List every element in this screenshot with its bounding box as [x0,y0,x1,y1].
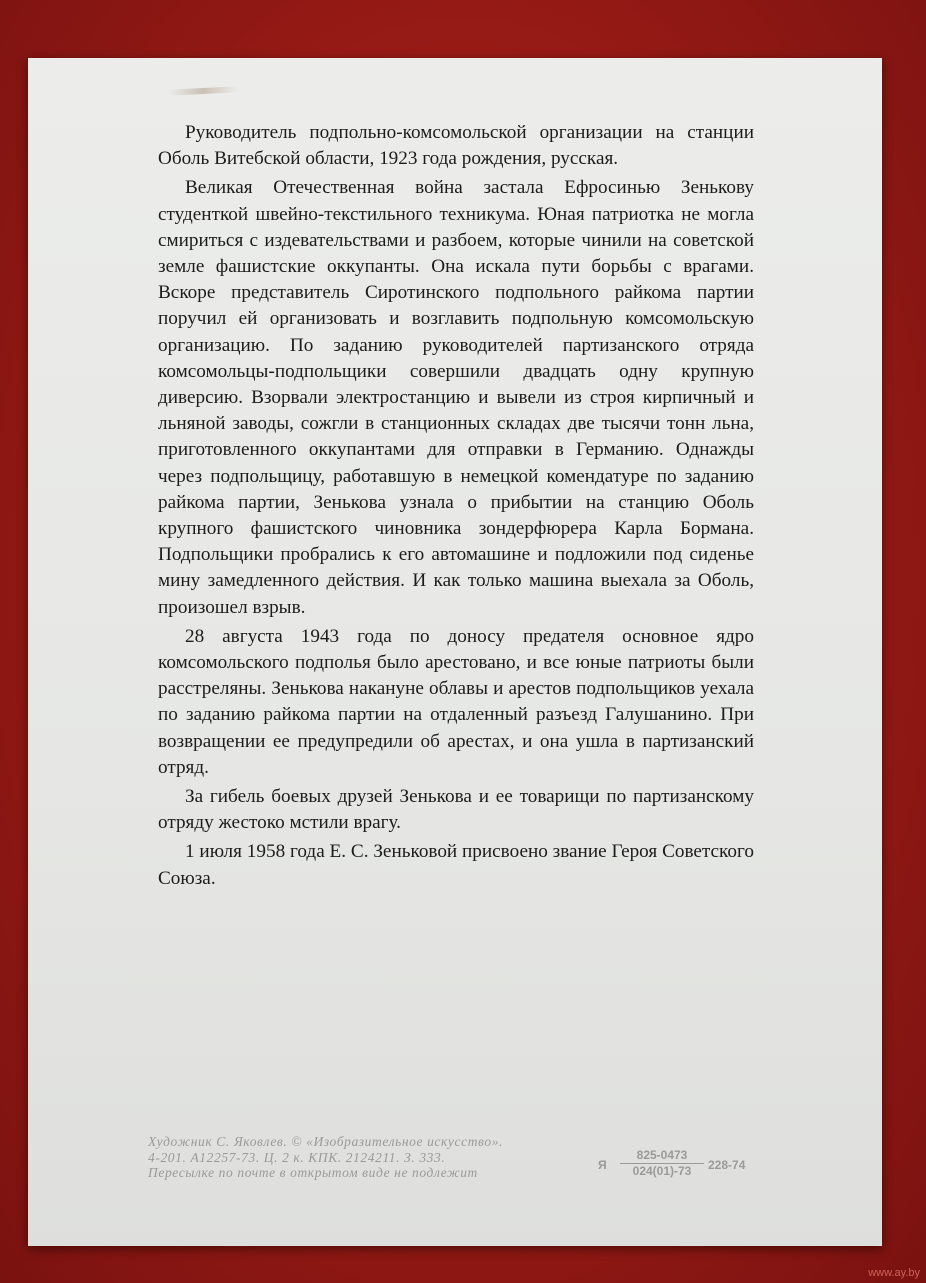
postcard-back [28,58,882,1246]
biography-text [158,120,754,895]
paragraph-intro: Руководитель подпольно-комсомольской организации на станции Оболь Витебской области, 1923 года рождения, русская. [158,122,754,170]
paragraph-award: 1 июля 1958 года Е. С. Зеньковой присвоено звание Героя Советского Союза. [158,841,754,889]
code-denominator: 024(01)-73 [632,1164,692,1178]
code-letter: Я [598,1158,607,1172]
paragraph-war: Великая Отечественная война застала Ефросинью Зенькову студенткой швейно-текстильного техникума. Юная патриотка не могла смириться с издевательствами и разбоем, которые чинили на советской земле фашистские оккупанты. Она искала пути борьбы с врагами. Вскоре представитель Сиротинского подпольного райкома партии поручил ей организовать и возглавить подпольную комсомольскую организацию. По заданию руководителей партизанского отряда комсомольцы-подпольщики совершили двадцать одну крупную диверсию. Взорвали электростанцию и вывели из строя кирпичный и льняной заводы, сожгли в станционных складах две тысячи тонн льна, приготовленного оккупантами для отправки в Германию. Однажды через подпольщицу, работавшую в немецкой комендатуре по заданию райкома партии, Зенькова узнала о прибытии на станцию Оболь крупного фашистского чиновника зондерфюрера Карла Бормана. Подпольщики пробрались к его автомашине и подложили под сиденье мину замедленного действия. И как только машина выехала за Оболь, произошел взрыв. [158,177,754,618]
paragraph-revenge: За гибель боевых друзей Зенькова и ее товарищи по партизанскому отряду жестоко мстили врагу. [158,786,754,834]
site-watermark: www.ay.by [868,1267,920,1279]
imprint-mail-notice: Пересылке по почте в открытом виде не подлежит [148,1165,478,1180]
paragraph-arrest: 28 августа 1943 года по доносу предателя основное ядро комсомольского подполья было арестовано, и все юные патриоты были расстреляны. Зенькова накануне облавы и арестов подпольщиков уехала по заданию райкома партии на отдаленный разъезд Галушанино. При возвращении ее предупредили об арестах, и она ушла в партизанский отряд. [158,625,754,778]
code-suffix: 228-74 [708,1158,746,1172]
imprint-catalog-line: 4-201. А12257-73. Ц. 2 к. КПК. 2124211. З. 333. [148,1149,446,1165]
smudge-mark [168,86,238,96]
price-code-fraction [620,1148,704,1178]
imprint-artist-line: Художник С. Яковлев. © «Изобразительное искусство». [148,1134,504,1149]
code-numerator: 825-0473 [620,1148,704,1164]
publisher-imprint [148,1134,503,1181]
